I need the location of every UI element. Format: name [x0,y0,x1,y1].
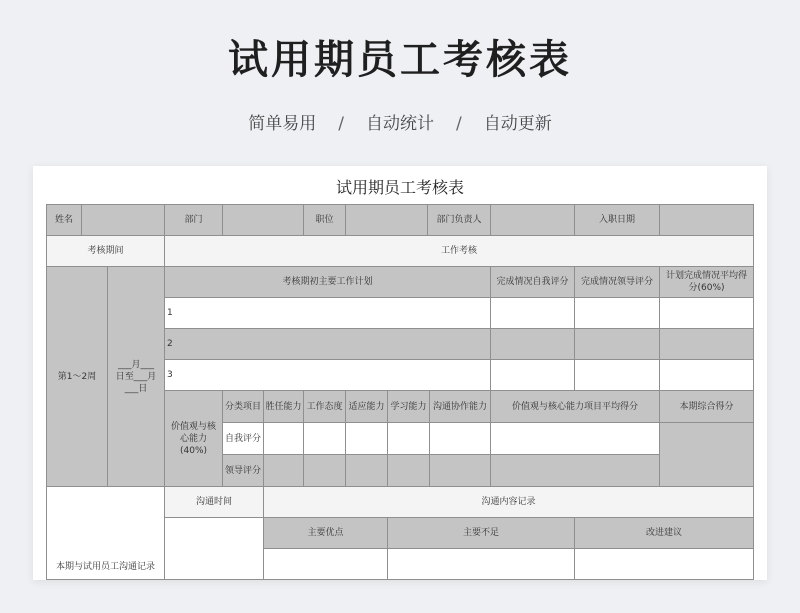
self-score-cell[interactable] [264,423,304,455]
period-total-cell[interactable] [660,423,754,487]
category-attitude: 工作态度 [304,391,346,423]
self-score-label: 自我评分 [223,423,264,455]
values-label: 价值观与核心能力(40%) [165,391,223,487]
plan-self-score-cell[interactable] [491,329,575,360]
leader-score-cell[interactable] [264,455,304,487]
dept-value-cell[interactable] [223,205,304,236]
plan-row-number[interactable]: 2 [165,329,491,360]
join-date-label: 入职日期 [575,205,660,236]
plan-leader-score-cell[interactable] [575,298,660,329]
communication-time-label: 沟通时间 [165,487,264,518]
suggestion-cell[interactable] [575,549,754,580]
leader-score-cell[interactable] [304,455,346,487]
evaluation-sheet [33,166,767,580]
self-score-cell[interactable] [346,423,388,455]
values-avg-header: 价值观与核心能力项目平均得分 [491,391,660,423]
leader-score-cell[interactable] [388,455,430,487]
category-label: 分类项目 [223,391,264,423]
date-range[interactable]: ___月___日至___月___日 [108,267,165,487]
period-label: 考核期间 [47,236,165,267]
communication-label: 本期与试用员工沟通记录 [47,487,165,580]
plan-avg-cell[interactable] [660,329,754,360]
manager-value-cell[interactable] [491,205,575,236]
weakness-header: 主要不足 [388,518,575,549]
sheet-title: 试用期员工考核表 [335,178,464,197]
feature-tag: 自动更新 [483,114,552,134]
tag-separator: / [338,114,344,134]
suggestion-header: 改进建议 [575,518,754,549]
self-score-cell[interactable] [304,423,346,455]
self-score-cell[interactable] [430,423,491,455]
self-score-header: 完成情况自我评分 [491,267,575,298]
plan-leader-score-cell[interactable] [575,329,660,360]
category-competence: 胜任能力 [264,391,304,423]
feature-tags [0,112,800,136]
name-value-cell[interactable] [82,205,165,236]
strengths-header: 主要优点 [264,518,388,549]
communication-content-label: 沟通内容记录 [264,487,754,518]
feature-tag: 简单易用 [248,114,317,134]
join-date-value-cell[interactable] [660,205,754,236]
dept-label: 部门 [165,205,223,236]
leader-score-cell[interactable] [430,455,491,487]
plan-self-score-cell[interactable] [491,360,575,391]
week-label: 第1～2周 [47,267,108,487]
plan-leader-score-cell[interactable] [575,360,660,391]
plan-header: 考核期初主要工作计划 [165,267,491,298]
strengths-cell[interactable] [264,549,388,580]
leader-score-cell[interactable] [346,455,388,487]
category-learning: 学习能力 [388,391,430,423]
name-label: 姓名 [47,205,82,236]
page-title: 试用期员工考核表 [228,37,572,83]
work-label: 工作考核 [165,236,754,267]
self-score-cell[interactable] [388,423,430,455]
avg-score-header: 计划完成情况平均得分(60%) [660,267,754,298]
plan-avg-cell[interactable] [660,298,754,329]
plan-row-number[interactable]: 3 [165,360,491,391]
leader-score-label: 领导评分 [223,455,264,487]
category-adaptability: 适应能力 [346,391,388,423]
feature-tag: 自动统计 [366,114,434,134]
manager-label: 部门负责人 [428,205,491,236]
position-value-cell[interactable] [346,205,428,236]
communication-time-cell[interactable] [165,518,264,580]
plan-row-number[interactable]: 1 [165,298,491,329]
leader-score-header: 完成情况领导评分 [575,267,660,298]
plan-self-score-cell[interactable] [491,298,575,329]
evaluation-table [33,166,767,580]
weakness-cell[interactable] [388,549,575,580]
category-communication: 沟通协作能力 [430,391,491,423]
plan-avg-cell[interactable] [660,360,754,391]
values-avg-self-cell[interactable] [491,423,660,455]
position-label: 职位 [304,205,346,236]
period-total-header: 本期综合得分 [660,391,754,423]
values-avg-leader-cell[interactable] [491,455,660,487]
tag-separator: / [456,114,462,134]
